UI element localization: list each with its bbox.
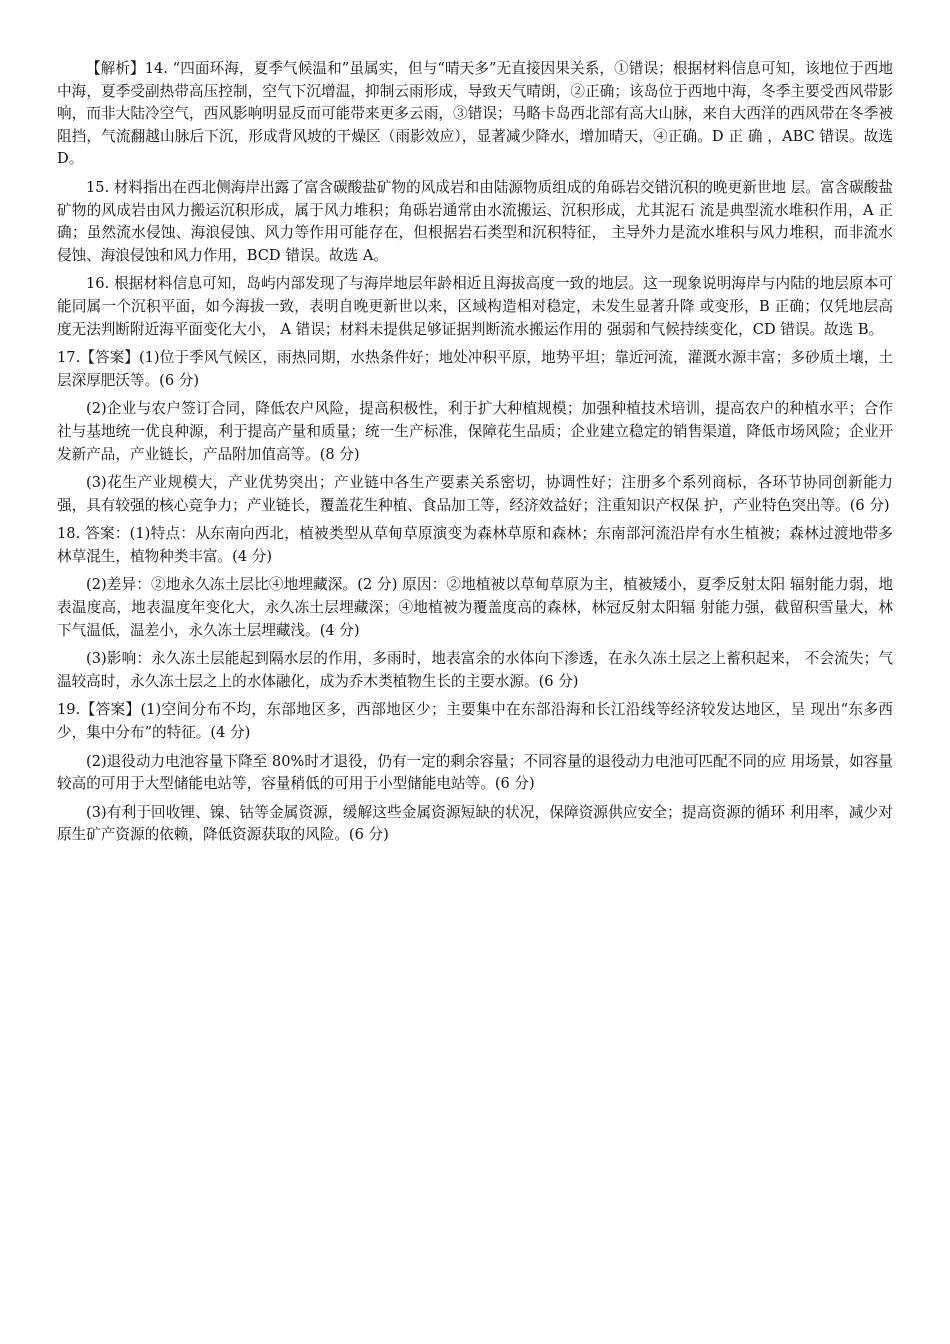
answer-19-part-3: (3)有利于回收锂、镍、钴等金属资源，缓解这些金属资源短缺的状况，保障资源供应安全；提高资源的循环 利用率，减少对原生矿产资源的依赖，降低资源获取的风险。(6 分) <box>57 803 893 844</box>
answer-17-part-2: (2)企业与农户签订合同，降低农户风险，提高积极性，利于扩大种植规模；加强种植技术培训，提高农户的种植水平；合作社与基地统一优良种源，利于提高产量和质量；统一生产标准，保障花生品质；企业建立稳定的销售渠道，降低市场风险；企业开发新产品，产业链长，产品附加值高等。(8 分) <box>57 400 893 463</box>
analysis-paragraph-16: 16. 根据材料信息可知，岛屿内部发现了与海岸地层年龄相近且海拔高度一致的地层。这一现象说明海岸与内陆的地层原本可能同属一个沉积平面，如今海拔一致，表明自晚更新世以来，区域构造相对稳定，未发生显著升降 或变形，B 正确；仅凭地层高度无法判断附近海平面变化大小， A 错误；材料未提供足够证据判断流水搬运作用的 强弱和气候持续变化，CD 错误。故选 B。 <box>57 275 893 338</box>
answer-19-part-2: (2)退役动力电池容量下降至 80%时才退役，仍有一定的剩余容量；不同容量的退役动力电池可匹配不同的应 用场景，如容量较高的可用于大型储能电站等，容量稍低的可用于小型储能电站等。(6 分) <box>57 752 893 793</box>
answer-18-part-1: 18. 答案：(1)特点：从东南向西北，植被类型从草甸草原演变为森林草原和森林；东南部河流沿岸有水生植被；森林过渡地带多林草混生，植物种类丰富。(4 分) <box>57 525 893 565</box>
answer-17-part-1: 17.【答案】(1)位于季风气候区，雨热同期，水热条件好；地处冲积平原，地势平坦；靠近河流，灌溉水源丰富；多砂质土壤，土层深厚肥沃等。(6 分) <box>57 349 893 389</box>
answer-17-part-3: (3)花生产业规模大，产业优势突出；产业链中各生产要素关系密切，协调性好；注册多个系列商标，各环节协同创新能力强，具有较强的核心竞争力；产业链长，覆盖花生种植、食品加工等，经济效益好；注重知识产权保 护，产业特色突出等。(6 分) <box>57 474 893 514</box>
answer-18-part-3: (3)影响：永久冻土层能起到隔水层的作用，多雨时，地表富余的水体向下渗透，在永久冻土层之上蓄积起来， 不会流失；气温较高时，永久冻土层之上的水体融化，成为乔木类植物生长的主要水源。(6 分) <box>57 650 893 690</box>
analysis-paragraph-15: 15. 材料指出在西北侧海岸出露了富含碳酸盐矿物的风成岩和由陆源物质组成的角砾岩交错沉积的晚更新世地 层。富含碳酸盐矿物的风成岩由风力搬运沉积形成，属于风力堆积；角砾岩通常由水流搬运、沉积形成，尤其泥石 流是典型流水堆积作用，A 正确；虽然流水侵蚀、海浪侵蚀、风力等作用可能存在，但根据岩石类型和沉积特征， 主导外力是流水堆积与风力堆积，而非流水侵蚀、海浪侵蚀和风力作用，BCD 错误。故选 A。 <box>57 178 893 264</box>
answer-document <box>57 58 893 853</box>
answer-18-part-2: (2)差异：②地永久冻土层比④地埋藏深。(2 分) 原因：②地植被以草甸草原为主，植被矮小，夏季反射太阳 辐射能力弱，地表温度高，地表温度年变化大，永久冻土层埋藏深；④地植被为覆盖度高的森林，林冠反射太阳辐 射能力强，截留积雪量大，林下气温低，温差小，永久冻土层埋藏浅。(4 分) <box>57 576 894 639</box>
answer-19-part-1: 19.【答案】(1)空间分布不均，东部地区多，西部地区少；主要集中在东部沿海和长江沿线等经济较发达地区，呈 现出“东多西少，集中分布”的特征。(4 分) <box>57 701 893 742</box>
analysis-paragraph-14: 【解析】14. “四面环海，夏季气候温和”虽属实，但与“晴天多”无直接因果关系，①错误；根据材料信息可知，该地位于西地中海，夏季受副热带高压控制，空气下沉增温，抑制云雨形成，导致天气晴朗，②正确；该岛位于西地中海，冬季主要受西风带影响，而非大陆冷空气，西风影响明显反而可能带来更多云雨，③错误；马略卡岛西北部有高大山脉，来自大西洋的西风带在冬季被阻挡，气流翻越山脉后下沉，形成背风坡的干燥区（雨影效应），显著减少降水，增加晴天，④正确。D 正 确 ，ABC 错误。故选 D。 <box>57 60 893 168</box>
